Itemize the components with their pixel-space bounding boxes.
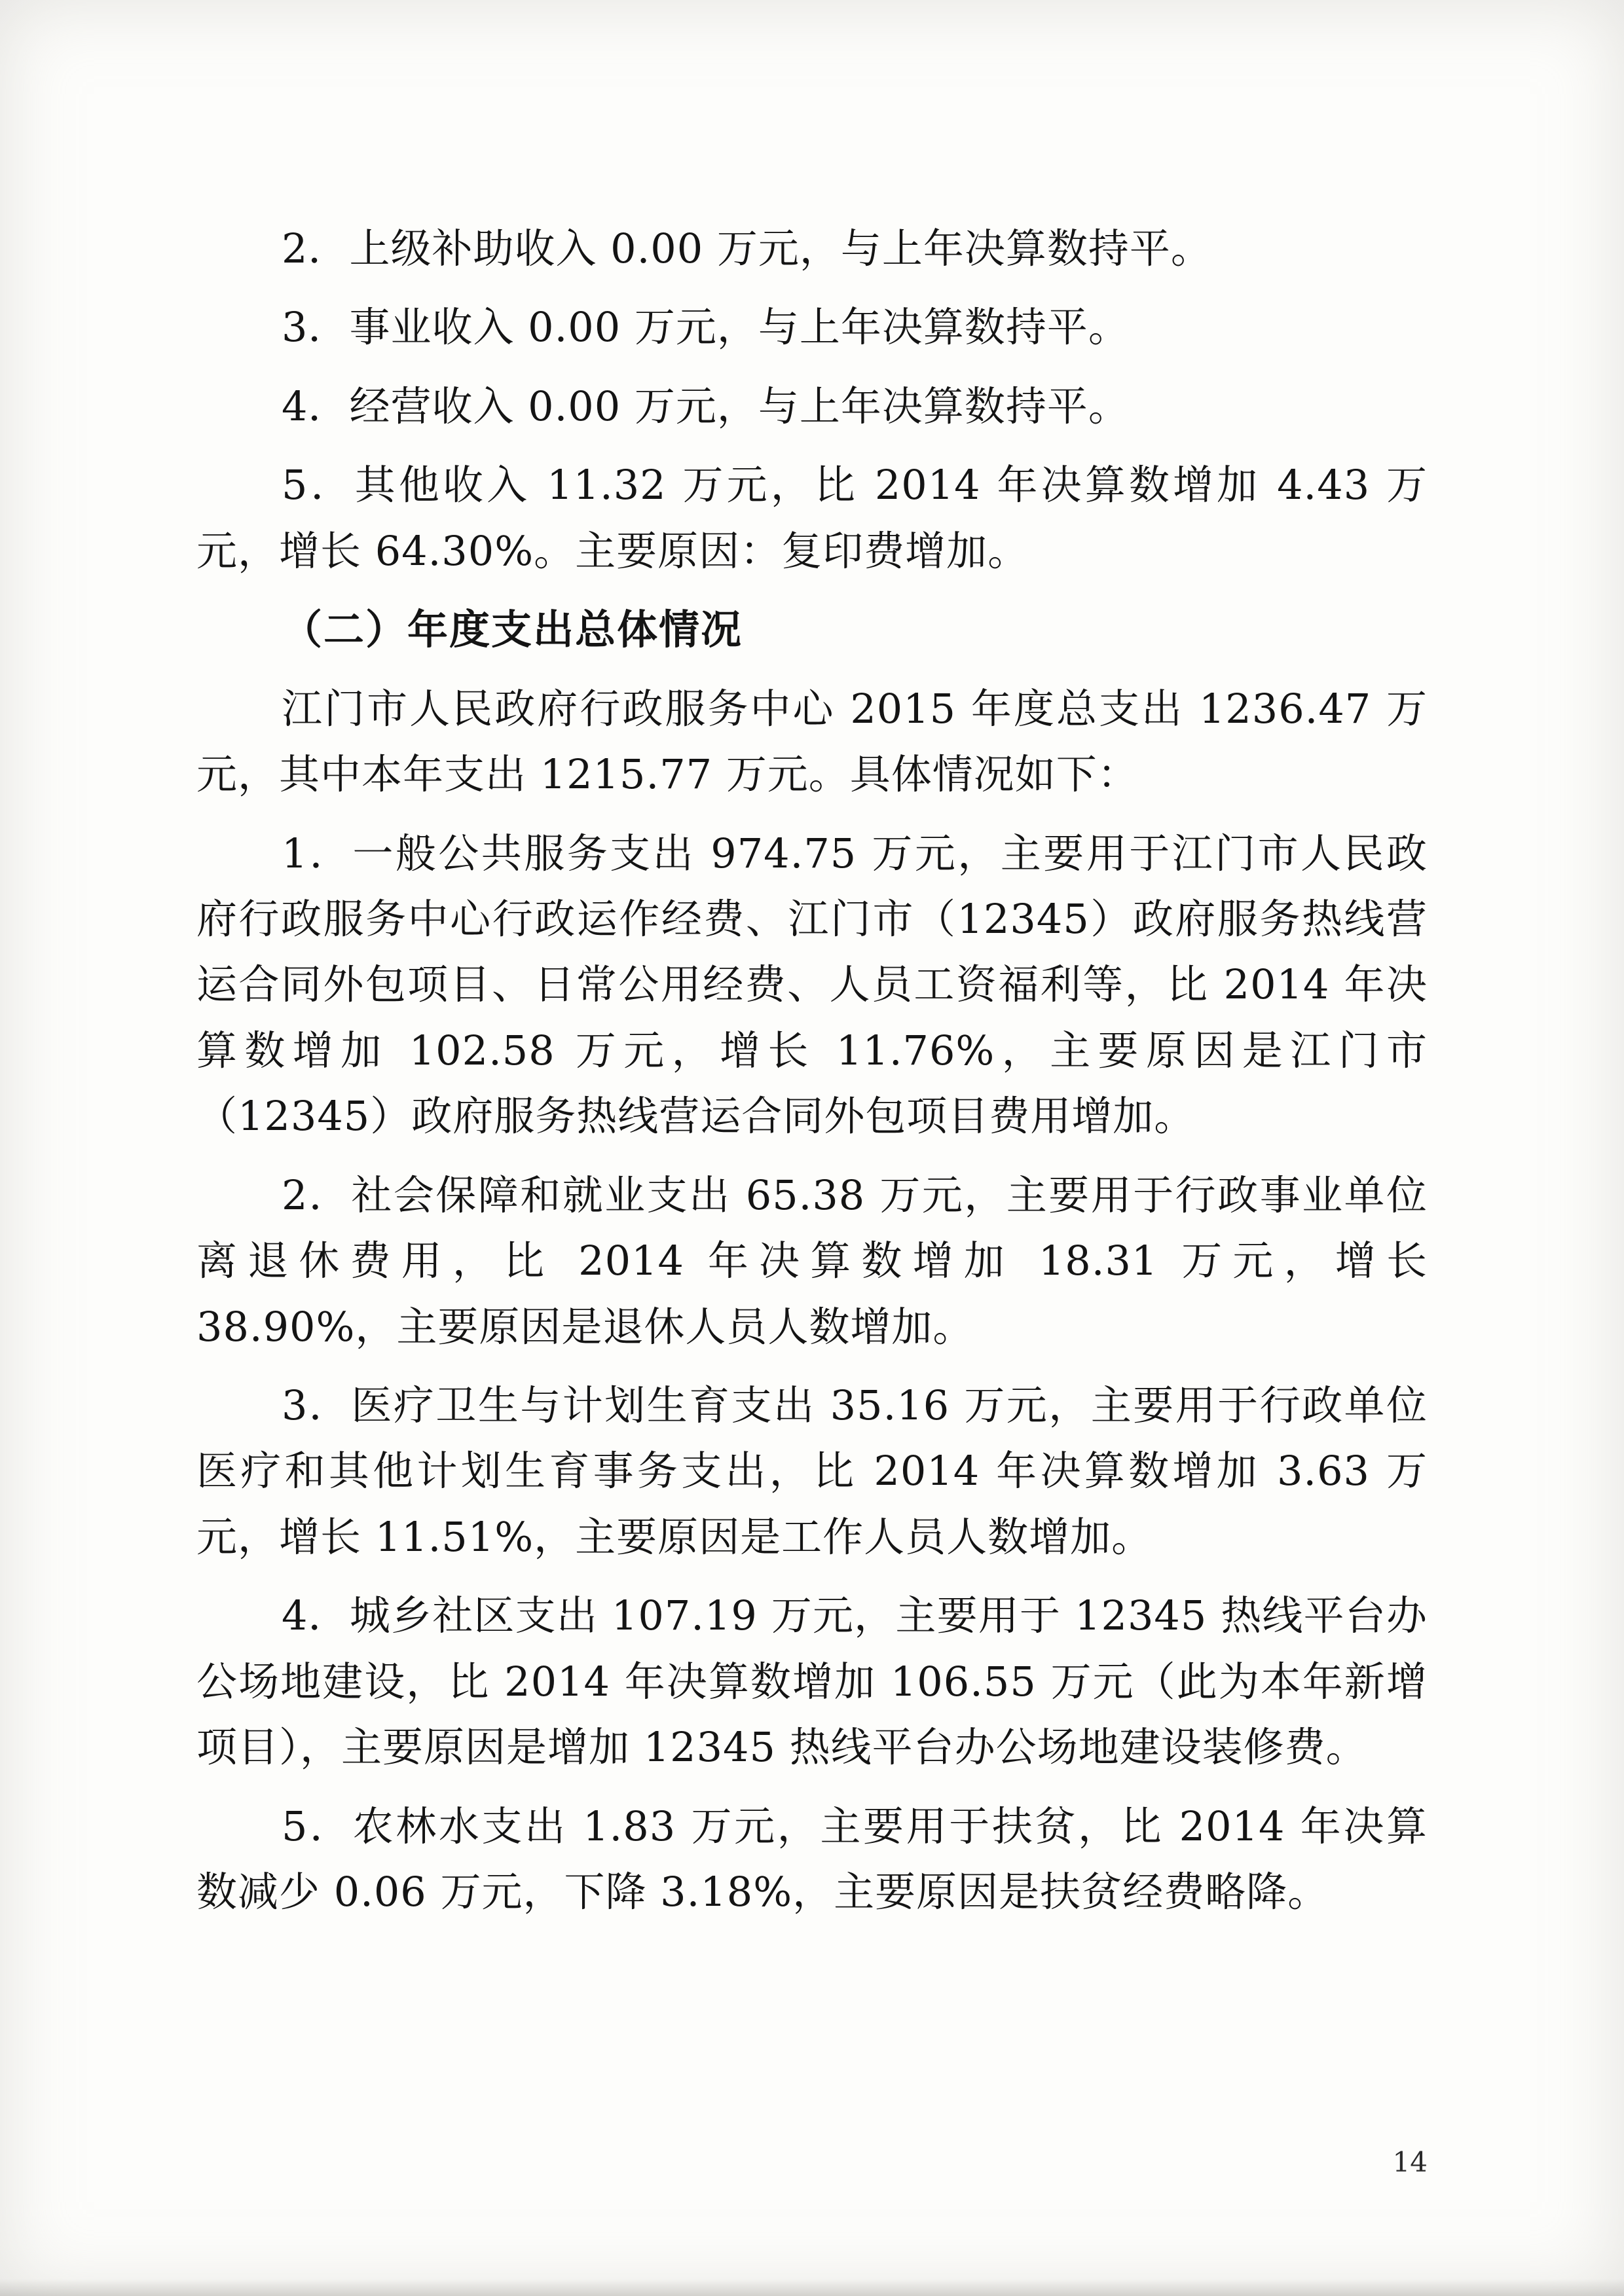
paragraph-item-5-expenditure: 5．农林水支出 1.83 万元，主要用于扶贫，比 2014 年决算数减少 0.06 万元，下降 3.18%，主要原因是扶贫经费略降。 bbox=[196, 1802, 1428, 1916]
page-bottom-edge bbox=[0, 2279, 1624, 2296]
paragraph-item-3-expenditure: 3．医疗卫生与计划生育支出 35.16 万元，主要用于行政单位医疗和其他计划生育事务支出，比 2014 年决算数增加 3.63 万元，增长 11.51%，主要原因是工作人员人数增加。 bbox=[196, 1381, 1428, 1561]
paragraph-expenditure-summary: 江门市人民政府行政服务中心 2015 年度总支出 1236.47 万元，其中本年支出 1215.77 万元。具体情况如下： bbox=[196, 684, 1428, 799]
section-heading-expenditure: （二）年度支出总体情况 bbox=[282, 606, 743, 654]
paragraph-item-4-income: 4．经营收入 0.00 万元，与上年决算数持平。 bbox=[282, 382, 1130, 430]
paragraph-item-2-expenditure: 2．社会保障和就业支出 65.38 万元，主要用于行政事业单位离退休费用，比 2014 年决算数增加 18.31 万元，增长 38.90%，主要原因是退休人员人数增加。 bbox=[196, 1171, 1428, 1351]
paragraph-item-5-income: 5．其他收入 11.32 万元，比 2014 年决算数增加 4.43 万元，增长 64.30%。主要原因：复印费增加。 bbox=[196, 461, 1428, 575]
paragraph-item-4-expenditure: 4．城乡社区支出 107.19 万元，主要用于 12345 热线平台办公场地建设，比 2014 年决算数增加 106.55 万元（此为本年新增项目），主要原因是增加 12345 热线平台办公场地建设装修费。 bbox=[196, 1592, 1428, 1772]
document-body bbox=[196, 216, 1428, 1929]
page-number: 14 bbox=[1392, 2146, 1428, 2178]
paragraph-item-3-income: 3．事业收入 0.00 万元，与上年决算数持平。 bbox=[282, 303, 1130, 352]
paragraph-item-2-income: 2．上级补助收入 0.00 万元，与上年决算数持平。 bbox=[282, 225, 1212, 272]
paragraph-item-1-expenditure: 1．一般公共服务支出 974.75 万元，主要用于江门市人民政府行政服务中心行政运作经费、江门市（12345）政府服务热线营运合同外包项目、日常公用经费、人员工资福利等，比 2014 年决算数增加 102.58 万元，增长 11.76%，主要原因是江门市（12345）政府服务热线营运合同外包项目费用增加。 bbox=[196, 829, 1428, 1140]
